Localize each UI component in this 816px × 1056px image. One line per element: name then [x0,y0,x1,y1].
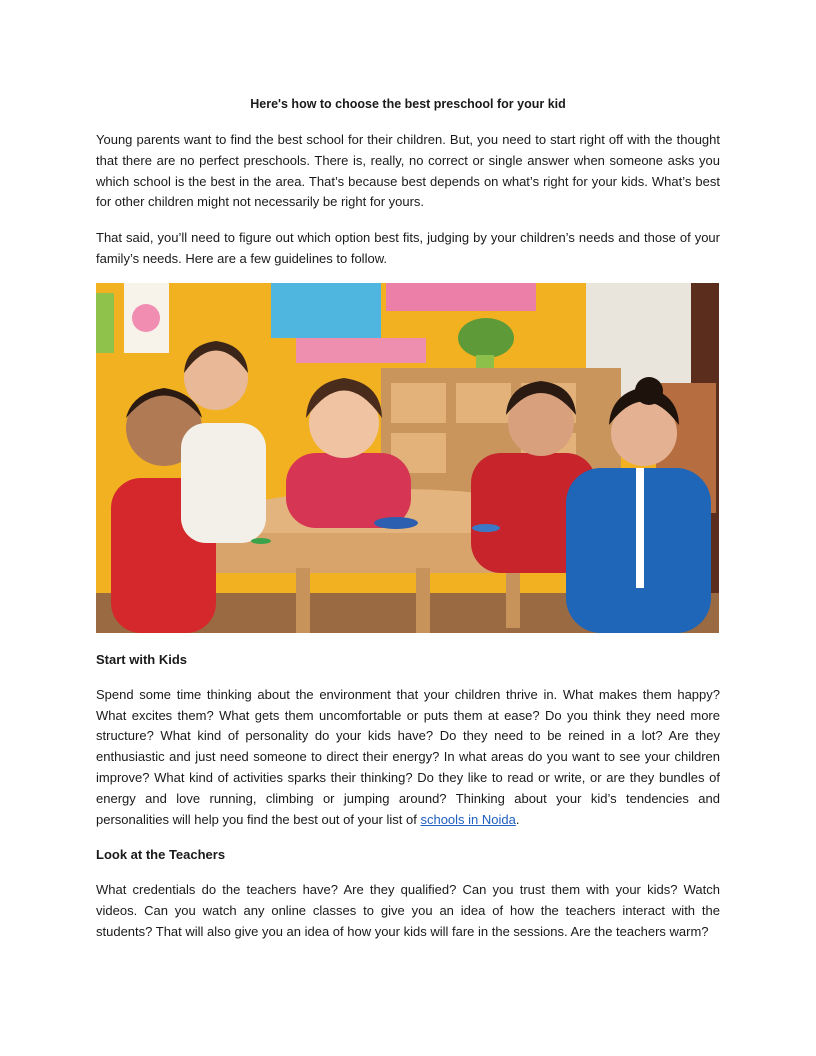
classroom-illustration [96,283,719,633]
section-heading-start-with-kids: Start with Kids [96,651,188,667]
paragraph-text: Spend some time thinking about the environment that your children thrive in. What makes them happy? What excites them? What gets them uncomfortable or puts them at ease? Do you think they need more structure? What kind of personality do your kids have? Do they need to be reined in a lot? Are they enthusiastic and just need someone to direct their energy? In what areas do you want to see your children improve? What kind of activities sparks their thinking? Do they like to read or write, or are they bundles of energy and love running, climbing or jumping around? Thinking about your kid’s tendencies and personalities will help you find the best out of your list of [96,686,720,827]
schools-in-noida-link[interactable]: schools in Noida [420,811,516,827]
wall-chart [271,283,381,338]
preschool-children-photo [96,283,719,633]
section-paragraph-look-at-teachers: What credentials do the teachers have? Are they qualified? Can you trust them with your kids? Watch videos. Can you watch any online classes to give you an idea of how the teachers interact with the students? That will also give you an idea of how your kids will fare in the sessions. Are the teachers warm? [96,882,720,939]
section-paragraph-start-with-kids [96,685,720,831]
alphabet-banner [386,283,536,311]
toy-ring [374,517,418,529]
document-title: Here's how to choose the best preschool for your kid [250,97,566,111]
paragraph-end: . [515,811,520,827]
section-heading-look-at-teachers: Look at the Teachers [96,847,226,863]
document-page [96,94,720,943]
intro-paragraph-2: That said, you’ll need to figure out which option best fits, judging by your children’s needs and those of your family’s needs. Here are a few guidelines to follow. [96,230,720,266]
intro-paragraph-1: Young parents want to find the best school for their children. But, you need to start right off with the thought that there are no perfect preschools. There is, really, no correct or single answer when someone asks you which school is the best in the area. That’s because best depends on what’s right for your kids. What’s best for other children might not necessarily be right for yours. [96,132,720,210]
plant [458,318,514,358]
